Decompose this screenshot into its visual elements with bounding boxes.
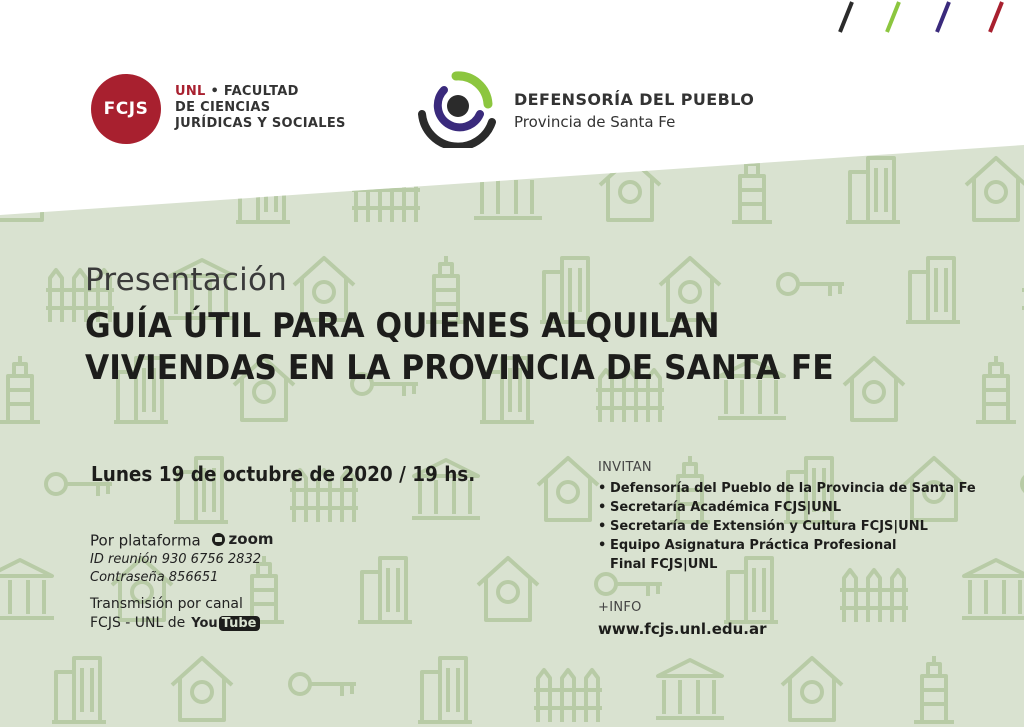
- stream-line-1: Transmisión por canal: [90, 596, 243, 612]
- faculty-label: • FACULTAD: [205, 84, 299, 99]
- stream-channel: FCJS - UNL de: [90, 615, 186, 631]
- info-label: +INFO: [598, 600, 642, 615]
- list-item: • Secretaría Académica FCJS|UNL: [598, 498, 976, 517]
- youtube-tube: Tube: [219, 616, 260, 631]
- fcjs-faculty-name: [175, 84, 346, 132]
- zoom-text: zoom: [228, 530, 274, 548]
- unl-label: UNL: [175, 84, 206, 99]
- defensoria-logo: [418, 70, 500, 148]
- key-icon: [108, 174, 174, 196]
- title-line-1: GUÍA ÚTIL PARA QUIENES ALQUILAN: [85, 306, 720, 346]
- defensoria-title: DEFENSORÍA DEL PUEBLO: [514, 90, 755, 109]
- house-icon: [0, 158, 50, 220]
- fcjs-logo-text: FCJS: [103, 99, 149, 119]
- list-item-continuation: Final FCJS|UNL: [610, 557, 718, 572]
- list-item: • Defensoría del Pueblo de la Provincia de Santa Fe: [598, 479, 976, 498]
- meeting-password: Contraseña 856651: [90, 570, 219, 585]
- event-date: Lunes 19 de octubre de 2020 / 19 hs.: [91, 462, 476, 486]
- youtube-logo: [191, 616, 259, 631]
- kicker-text: Presentación: [85, 262, 287, 298]
- platform-line: [90, 530, 274, 550]
- faculty-line3: JURÍDICAS Y SOCIALES: [175, 116, 346, 131]
- faculty-line2: DE CIENCIAS: [175, 100, 271, 115]
- zoom-icon: [212, 533, 225, 546]
- zoom-logo: [212, 530, 274, 548]
- invitan-label: INVITAN: [598, 460, 652, 475]
- defensoria-subtitle: Provincia de Santa Fe: [514, 113, 676, 131]
- list-item: • Equipo Asignatura Práctica Profesional: [598, 536, 976, 555]
- fcjs-logo: [91, 74, 161, 144]
- platform-label: Por plataforma: [90, 531, 201, 550]
- page-title: [85, 305, 834, 389]
- meeting-id: ID reunión 930 6756 2832: [90, 552, 261, 567]
- list-item: • Secretaría de Extensión y Cultura FCJS|UNL: [598, 517, 976, 536]
- defensoria-name: [514, 90, 754, 131]
- stream-line-2: [90, 615, 260, 631]
- info-url-link[interactable]: www.fcjs.unl.edu.ar: [598, 620, 767, 638]
- title-line-2: VIVIENDAS EN LA PROVINCIA DE SANTA FE: [85, 348, 834, 388]
- youtube-you: You: [191, 615, 218, 631]
- decorative-slashes: [832, 0, 1024, 36]
- invitan-list: [598, 479, 976, 574]
